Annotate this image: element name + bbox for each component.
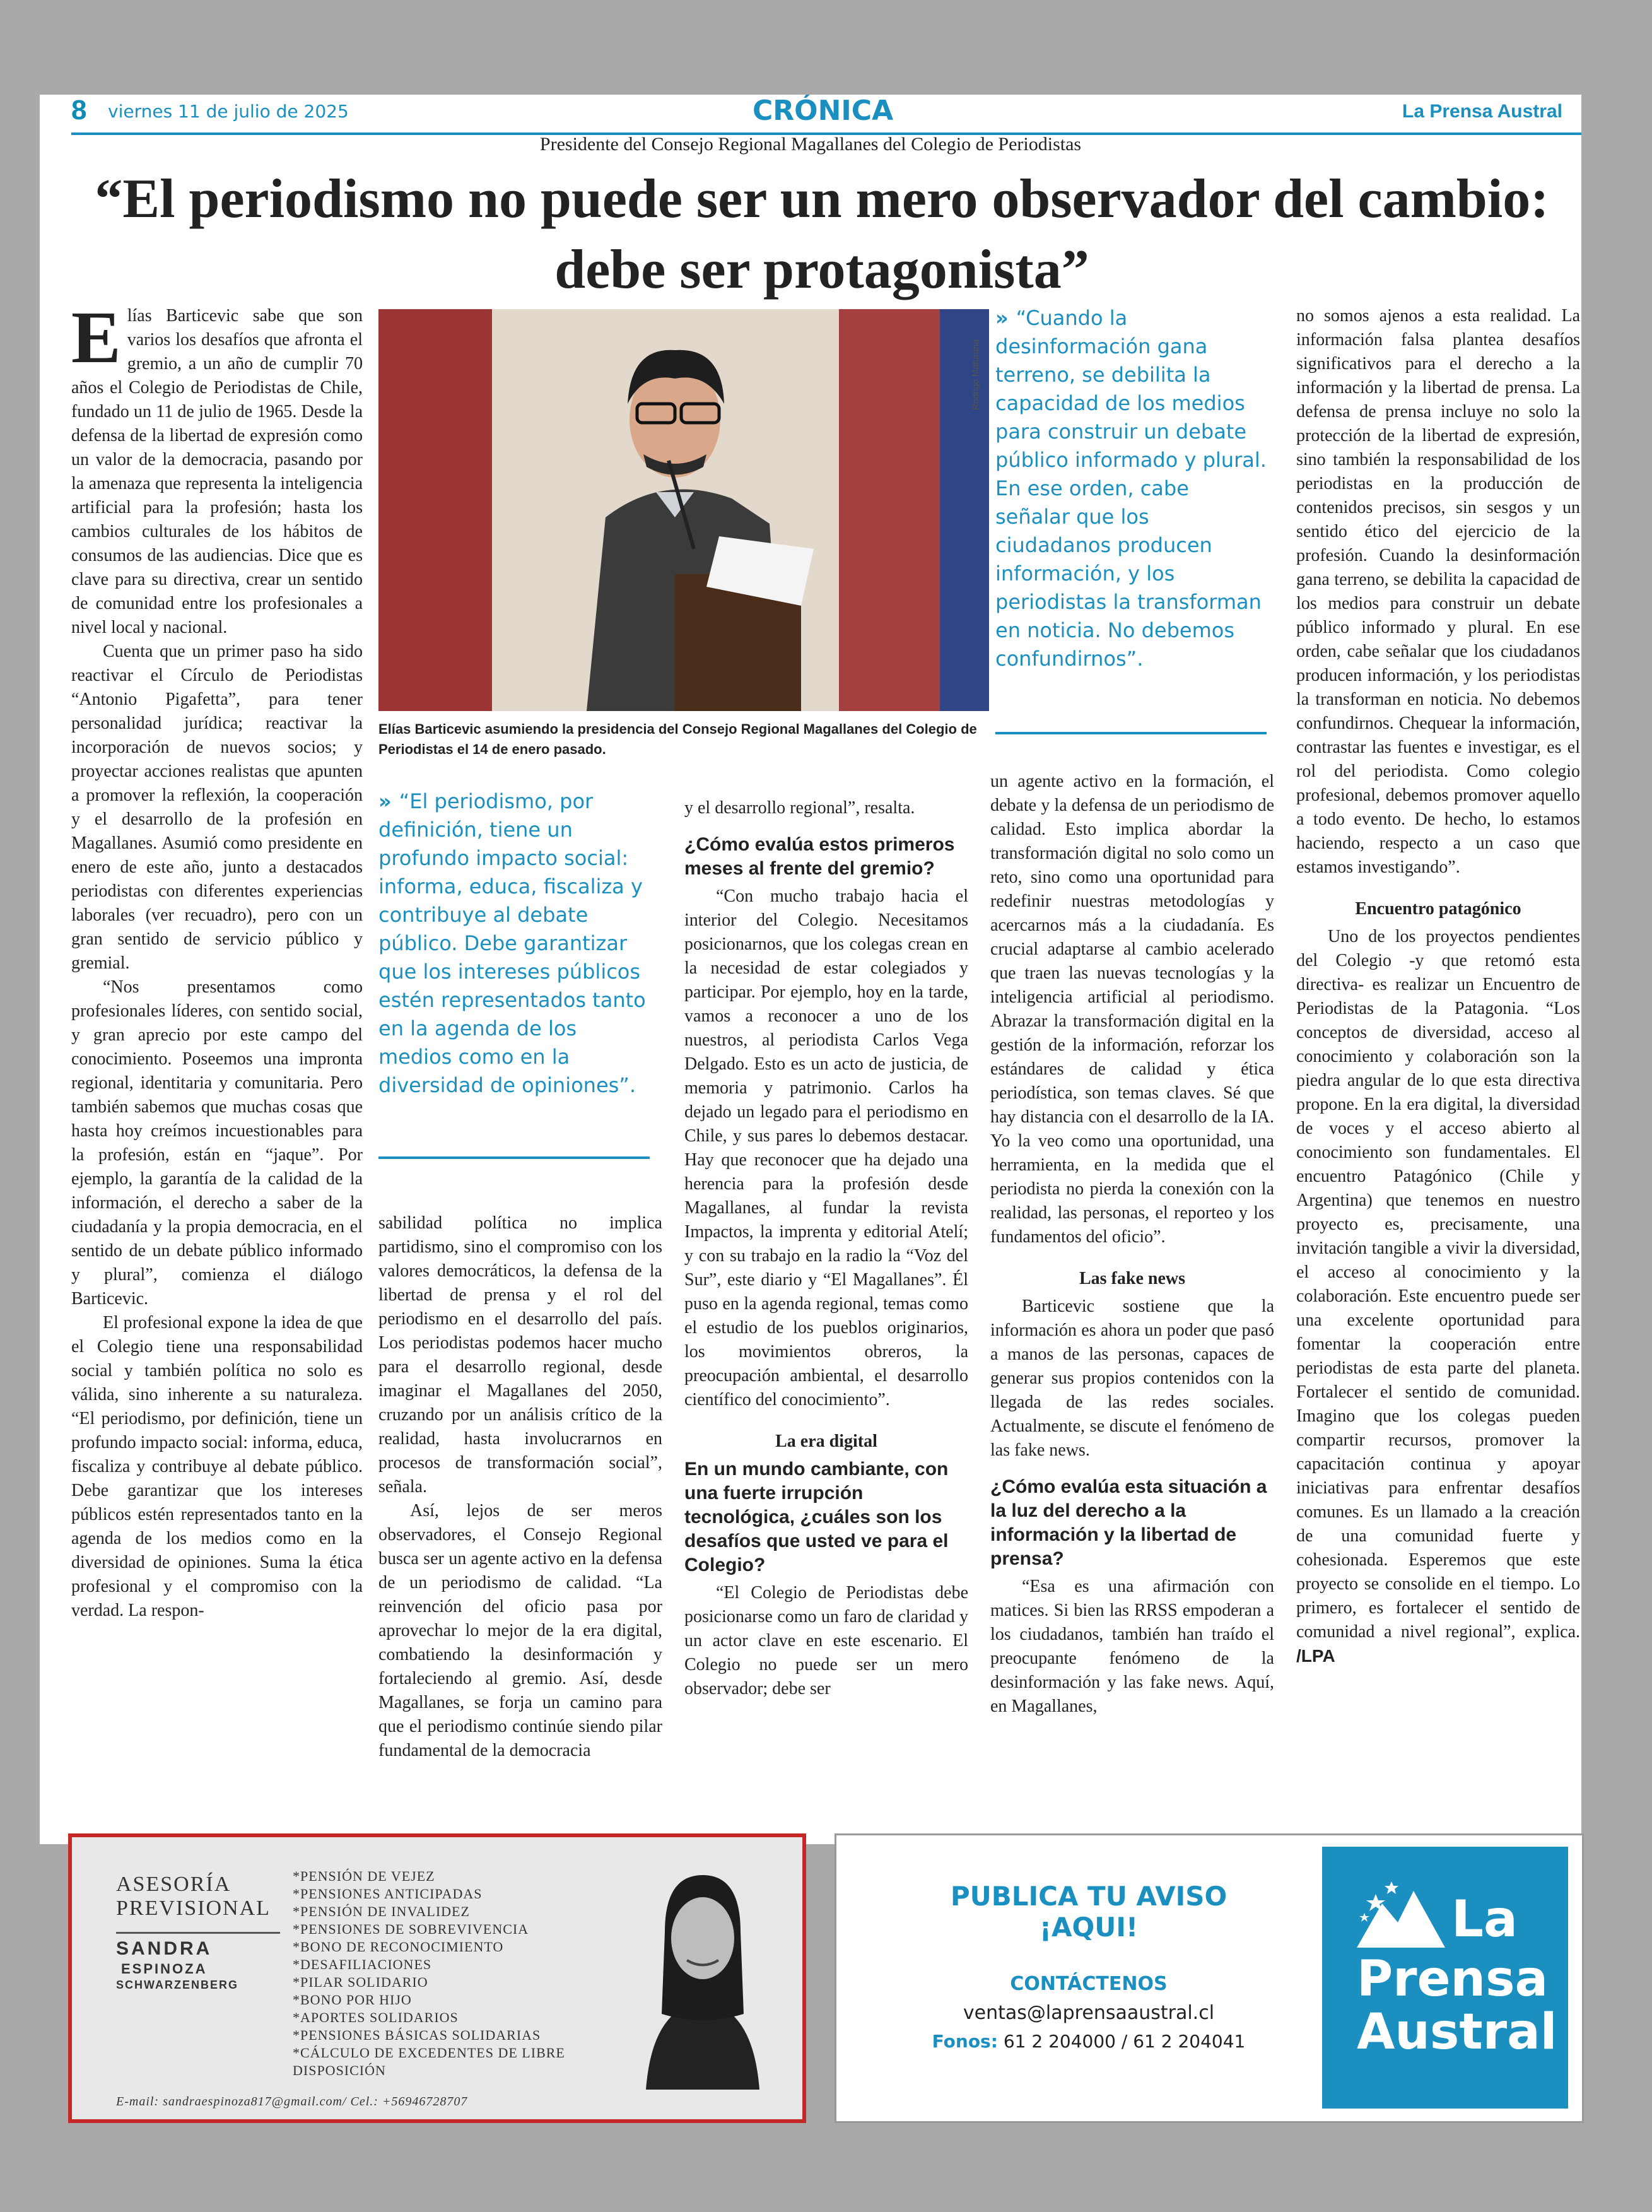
column-4 [990, 770, 1274, 1719]
speaker-photo-illustration [378, 309, 989, 711]
ad-phones [899, 2031, 1278, 2052]
ad-service: *BONO POR HIJO [293, 1992, 412, 2008]
subheading: La era digital [775, 1432, 877, 1451]
paragraph: no somos ajenos a esta realidad. La información falsa plantea desafíos significativos para el derecho a la información y la libertad de prensa. La defensa de prensa incluye no solo la protección de la libertad de expresión, sino también la responsabilidad de los periodistas en la producción de contenidos precisos, sin sesgos y un sentido ético del ejercicio de la profesión. Cuando la desinformación gana terreno, se debilita la capacidad de los medios para construir un debate público informado y plural. En ese orden, cabe señalar que los ciudadanos producen información, y los periodistas la transforman en noticia. No debemos confundirnos. Chequear la información, contrastar las fuentes e investigar, es el rol del periodista. Como colegio profesional, debemos promover aquello a todo evento. De hecho, lo estamos haciendo, respecto a un caso que estamos investigando”. [1296, 306, 1580, 877]
ad-services-list [293, 1868, 659, 2080]
photo-caption: Elías Barticevic asumiendo la presidencia del Consejo Regional Magallanes del Colegio de Periodistas el 14 de enero pasado. [378, 721, 977, 757]
ad-service: *PENSIONES ANTICIPADAS [293, 1886, 483, 1902]
logo-text-la: La [1451, 1890, 1518, 1948]
mountain-logo-icon [1357, 1878, 1445, 1948]
paragraph: “El Colegio de Periodistas debe posicionarse como un faro de claridad y un actor clave en este escenario. El Colegio no puede ser un mero observador; debe ser [684, 1583, 968, 1698]
ad-email-link[interactable]: ventas@laprensaaustral.cl [963, 2002, 1215, 2024]
ad-service: *DESAFILIACIONES [293, 1956, 432, 1972]
ad-service: *PENSIONES BÁSICAS SOLIDARIAS [293, 2027, 541, 2043]
ad-phones-value: 61 2 204000 / 61 2 204041 [1003, 2031, 1246, 2052]
column-2 [378, 1211, 662, 1763]
paragraph: “Nos presentamos como profesionales líderes, con sentido social, y gran aprecio por este campo del conocimiento. Poseemos una impronta regional, identitaria y comunitaria. Pero también sabemos que muchas cosas que hasta hoy creímos incuestionables para la profesión, están en “jaque”. Por ejemplo, la garantía de la calidad de la información, el derecho a saber de la ciudadanía y la propia democracia, en el sentido de un debate público informado y plural”, comienza el diálogo Barticevic. [71, 977, 363, 1309]
ad-contact: E-mail: sandraespinoza817@gmail.com/ Cel.: +56946728707 [116, 2095, 468, 2109]
interview-question: ¿Cómo evalúa estos primeros meses al frente del gremio? [684, 834, 955, 879]
paragraph: un agente activo en la formación, el debate y la defensa de un periodismo de calidad. Esto implica abordar la transformación digital no solo como un reto, sino como una oportunidad para redefinir nuestras metodologías y acercarnos más a la ciudadanía. Es crucial adaptarse al cambio acelerado que traen las nuevas tecnologías y la inteligencia artificial al periodismo. Abrazar la transformación digital en la gestión de la información, reforzar los estándares de calidad y ética periodística, son temas claves. Sé que hay distancia con el desarrollo de la IA. Yo la veo como una oportunidad, una herramienta, en la medida que el periodista no pierda la conexión con la realidad, las personas, el reporteo y los fundamentos del oficio”. [990, 772, 1274, 1247]
page-number: 8 [71, 95, 87, 126]
interview-question: En un mundo cambiante, con una fuerte irrupción tecnológica, ¿cuáles son los desafíos que usted ve para el Colegio? [684, 1459, 949, 1575]
ad-headline: PUBLICA TU AVISO ¡AQUI! [950, 1881, 1227, 1943]
ad-service: *PENSIÓN DE VEJEZ [293, 1868, 435, 1884]
masthead-brand: La Prensa Austral [1402, 101, 1562, 122]
ad-service: *BONO DE RECONOCIMIENTO [293, 1939, 504, 1955]
ad-surname-2: SCHWARZENBERG [116, 1979, 239, 1991]
article-photo [378, 309, 989, 711]
column-1 [71, 296, 363, 1623]
paragraph: Barticevic sostiene que la información es ahora un poder que pasó a manos de las personas, capaces de generar sus propios contenidos con la llegada de las redes sociales. Actualmente, se discute el fenómeno de las fake news. [990, 1297, 1274, 1460]
ad-contact-label: CONTÁCTENOS [1010, 1973, 1168, 1995]
ad-name: SANDRA [116, 1938, 213, 1959]
pull-quote-text: “Cuando la desinformación gana terreno, se debilita la capacidad de los medios para construir un debate público informado y plural. En ese orden, cabe señalar que los ciudadanos producen información, y los periodistas la transforman en noticia. No debemos confundirnos”. [995, 306, 1267, 671]
advisor-portrait [608, 1850, 797, 2090]
dropcap: E [71, 296, 121, 379]
advertisement-pension-advisor[interactable] [68, 1833, 806, 2123]
paragraph: Uno de los proyectos pendientes del Colegio -y que retomó esta directiva- es realizar un Encuentro de Periodistas de la Patagonia. “Los conceptos de diversidad, acceso al conocimiento y colaboración son la piedra angular de lo que esta directiva propone. En la era digital, la diversidad de voces y el acceso abierto al conocimiento son fundamentales. El encuentro Patagónico (Chile y Argentina) que tenemos en nuestro proyecto es, precisamente, una invitación tangible a vivir la diversidad, el acceso al conocimiento y la colaboración. Este encuentro puede ser una excelente oportunidad para fomentar la cooperación entre periodistas de esta parte del planeta. Fortalecer el sentido de comunidad. Imagino que los colegas pueden compartir recursos, promover la capacitación continua y apoyar iniciativas para enfrentar desafíos comunes. Es un llamado a la creación de una comunidad fuerte y cohesionada. Esperemos que este proyecto se consolide en el tiempo. Lo primero, es fortalecer el sentido de comunidad a nivel regional”, explica. /LPA [1296, 927, 1580, 1666]
paragraph: sabilidad política no implica partidismo, sino el compromiso con los valores democráticos, la defensa de la libertad de prensa y el rol del periodismo en el desarrollo del país. Los periodistas podemos hacer mucho para el desarrollo regional, desde imaginar el Magallanes del 2050, cruzando por un análisis crítico de la realidad, hasta involucrarnos en procesos de transformación social”, señala. [378, 1213, 662, 1497]
logo-box [1322, 1847, 1568, 2109]
ad-divider [116, 1932, 280, 1934]
signature: /LPA [1296, 1646, 1335, 1666]
paragraph: “Esa es una afirmación con matices. Si bien las RRSS empoderan a los ciudadanos, también han traído el preocupante fenómeno de la desinformación y las fake news. Aquí, en Magallanes, [990, 1577, 1274, 1716]
column-3 [684, 796, 968, 1701]
quote-arrow-icon: » [995, 306, 1009, 330]
paragraph: “Con mucho trabajo hacia el interior del Colegio. Necesitamos posicionarnos, que los colegas crean en la necesidad de estar colegiados y participar. Por ejemplo, hoy en la tarde, vamos a reconocer a uno de los nuestros, al periodista Carlos Vega Delgado. Esto es un acto de justicia, de memoria y patrimonio. Carlos ha dejado un legado para el periodismo en Chile, y sus pares lo debemos destacar. Hay que reconocer que ha dejado una herencia para la profesión desde Magallanes, al fundar la revista Impactos, la imprenta y editorial Atelí; y con su trabajo en la radio la “Voz del Sur”, este diario y “El Magallanes”. Él puso en la agenda regional, temas como el estudio de los pueblos originarios, los movimientos obreros, la preocupación ambiental, el desarrollo científico del conocimiento”. [684, 886, 968, 1409]
ad-title: ASESORÍA PREVISIONAL [116, 1873, 271, 1920]
interview-question: ¿Cómo evalúa esta situación a la luz del derecho a la información y la libertad de prensa? [990, 1476, 1267, 1569]
pull-quote-rule [378, 1156, 650, 1159]
ad-service: *PENSIONES DE SOBREVIVENCIA [293, 1921, 529, 1937]
quote-arrow-icon: » [378, 789, 392, 813]
paragraph: Así, lejos de ser meros observadores, el Consejo Regional busca ser un agente activo en la defensa de un periodismo de calidad. “La reinvención del oficio pasa por aprovechar lo mejor de la era digital, combatiendo la desinformación y fortaleciendo al gremio. Así, desde Magallanes, se forja un camino para que el periodismo continúe siendo pilar fundamental de la democracia [378, 1501, 662, 1760]
advertisement-publish-here[interactable] [835, 1833, 1584, 2123]
pull-quote-text: “El periodismo, por definición, tiene un profundo impacto social: informa, educa, fiscaliza y contribuye al debate público. Debe garantizar que los intereses públicos estén representados tanto en la agenda de los medios como en la diversidad de opiniones”. [378, 789, 646, 1097]
ad-phones-label: Fonos: [932, 2031, 998, 2052]
ad-service: *PILAR SOLIDARIO [293, 1974, 428, 1990]
subheading: Encuentro patagónico [1355, 899, 1521, 919]
paragraph: El profesional expone la idea de que el Colegio tiene una responsabilidad social y también política no solo es válida, sino inherente a su naturaleza. “El periodismo, por definición, tiene un profundo impacto social: informa, educa, fiscaliza y contribuye al debate público. Debe garantizar que los intereses públicos estén representados tanto en la agenda de los medios como en la diversidad de opiniones. Suma la ética profesional y el compromiso con la verdad. La respon- [71, 1313, 363, 1620]
pull-quote-2 [995, 304, 1267, 673]
column-5 [1296, 304, 1580, 1669]
subheading: Las fake news [1079, 1269, 1185, 1288]
page-date: viernes 11 de julio de 2025 [108, 101, 349, 122]
ad-service: *PENSIÓN DE INVALIDEZ [293, 1903, 470, 1919]
logo-text-austral: Austral [1357, 2004, 1557, 2061]
photo-credit: Rodrigo Maturana [970, 339, 980, 410]
ad-service: *APORTES SOLIDARIOS [293, 2009, 459, 2025]
ad-surname-1: ESPINOZA [121, 1961, 208, 1977]
newspaper-page [40, 95, 1581, 1844]
article-kicker: Presidente del Consejo Regional Magallanes del Colegio de Periodistas [539, 134, 1082, 155]
pull-quote-1 [378, 787, 650, 1100]
article-headline: “El periodismo no puede ser un mero observador del cambio: debe ser protagonista” [95, 168, 1549, 300]
ad-service: *CÁLCULO DE EXCEDENTES DE LIBRE DISPOSICIÓN [293, 2045, 565, 2078]
paragraph: Cuenta que un primer paso ha sido reactivar el Círculo de Periodistas “Antonio Pigafetta”, para tener personalidad jurídica; reactivar la incorporación de nuevos socios; y proyectar acciones realistas que apunten a promover la reflexión, la cooperación y el desarrollo de la profesión en Magallanes. Asumió como presidente en enero de este año, junto a destacados periodistas con diferentes experiencias laborales (ver recuadro), pero con un gran sentido de servicio público y gremial. [71, 642, 363, 973]
pull-quote-rule [995, 732, 1267, 734]
logo-text-prensa: Prensa [1357, 1951, 1549, 2008]
section-title: CRÓNICA [753, 95, 894, 127]
paragraph: Elías Barticevic sabe que son varios los desafíos que afronta el gremio, a un año de cumplir 70 años el Colegio de Periodistas de Chile, fundado un 11 de julio de 1965. Desde la defensa de la libertad de expresión como un valor de la democracia, pasando por la amenaza que representa la inteligencia artificial para la profesión; hasta los cambios culturales de los hábitos de consumos de las audiencias. Dice que es clave para su directiva, crear un sentido de comunidad entre los profesionales a nivel local y nacional. [71, 296, 363, 637]
paragraph: y el desarrollo regional”, resalta. [684, 798, 915, 818]
